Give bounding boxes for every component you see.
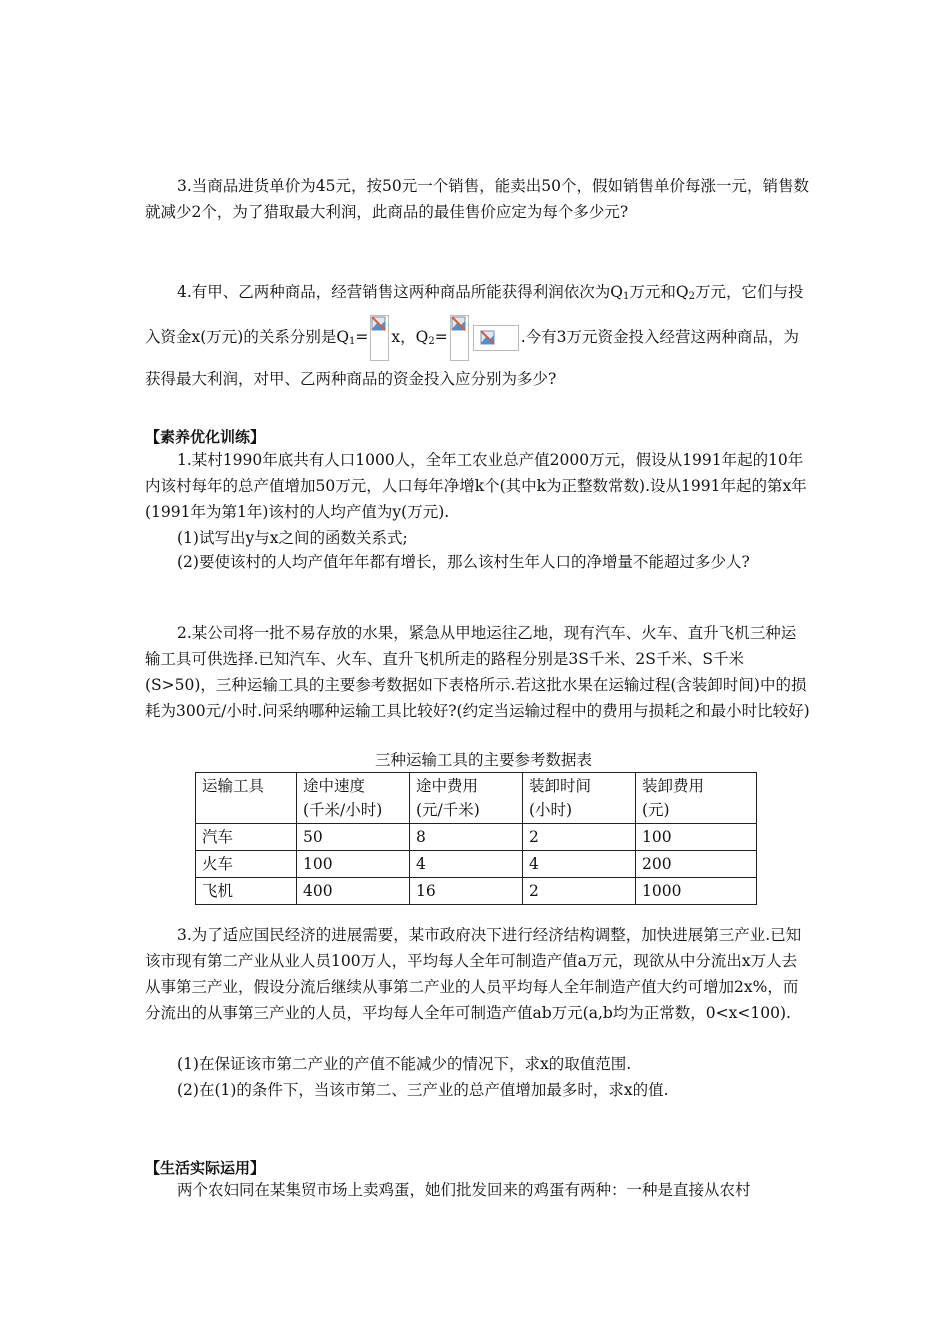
training-question-1-part-2: (2)要使该村的人均产值年年都有增长，那么该村生年人口的净增量不能超过多少人? bbox=[177, 553, 750, 571]
training-question-2: 2.某公司将一批不易存放的水果，紧急从甲地运往乙地，现有汽车、火车、直升飞机三种运输工具可供选择.已知汽车、火车、直升飞机所走的路程分别是3S千米、2S千米、S千米(S>50)，三种运输工具的主要参考数据如下表格所示.若这批水果在运输过程(含装卸时间)中的损耗为300元/小时.问采纳哪种运输工具比较好?(约定当运输过程中的费用与损耗之和最小时比较好) bbox=[145, 624, 810, 720]
broken-image-icon bbox=[370, 315, 389, 361]
header-cell: 装卸时间 (小时) bbox=[523, 773, 636, 824]
table-cell: 2 bbox=[523, 824, 636, 851]
table-cell: 汽车 bbox=[196, 824, 297, 851]
table-cell: 4 bbox=[523, 851, 636, 878]
table-cell: 200 bbox=[636, 851, 757, 878]
table-cell: 火车 bbox=[196, 851, 297, 878]
training-question-3-part-1: (1)在保证该市第二产业的产值不能减少的情况下，求x的取值范围. bbox=[177, 1055, 632, 1073]
table-cell: 飞机 bbox=[196, 878, 297, 905]
table-cell: 8 bbox=[410, 824, 523, 851]
table-row bbox=[196, 824, 757, 851]
problem-4: 4.有甲、乙两种商品，经营销售这两种商品所能获得利润依次为Q1万元和Q2万元，它们与投入资金x(万元)的关系分别是Q1= x，Q2= .今有3万元资金投入经营这两种商品，为获得最大利润，对甲、乙两种商品的资金投入应分别为多少? bbox=[145, 283, 804, 388]
section-heading-training: 【素养优化训练】 bbox=[145, 428, 266, 446]
table-cell: 400 bbox=[297, 878, 410, 905]
header-cell: 途中速度 (千米/小时) bbox=[297, 773, 410, 824]
table-row bbox=[196, 878, 757, 905]
table-title: 三种运输工具的主要参考数据表 bbox=[375, 751, 593, 769]
broken-image-icon bbox=[450, 315, 469, 361]
table-cell: 100 bbox=[297, 851, 410, 878]
table-cell: 50 bbox=[297, 824, 410, 851]
table-cell: 1000 bbox=[636, 878, 757, 905]
table-cell: 16 bbox=[410, 878, 523, 905]
table-cell: 4 bbox=[410, 851, 523, 878]
training-question-3: 3.为了适应国民经济的进展需要，某市政府决下进行经济结构调整，加快进展第三产业.已知该市现有第二产业从业人员100万人，平均每人全年可制造产值a万元，现欲从中分流出x万人去从事第三产业，假设分流后继续从事第二产业的人员平均每人全年制造产值大约可增加2x%，而分流出的从事第三产业的人员，平均每人全年可制造产值ab万元(a,b均为正常数，0<x<100). bbox=[145, 926, 802, 1022]
broken-image-icon bbox=[473, 325, 519, 351]
table-cell: 2 bbox=[523, 878, 636, 905]
table-cell: 100 bbox=[636, 824, 757, 851]
training-question-3-part-2: (2)在(1)的条件下，当该市第二、三产业的总产值增加最多时，求x的值. bbox=[177, 1081, 669, 1099]
table-header-row bbox=[196, 773, 757, 824]
transport-data-table bbox=[195, 772, 757, 905]
application-text: 两个农妇同在某集贸市场上卖鸡蛋，她们批发回来的鸡蛋有两种：一种是直接从农村 bbox=[177, 1181, 751, 1199]
training-question-1-part-1: (1)试写出y与x之间的函数关系式; bbox=[177, 529, 408, 547]
header-cell: 装卸费用 (元) bbox=[636, 773, 757, 824]
header-cell: 途中费用 (元/千米) bbox=[410, 773, 523, 824]
problem-3: 3.当商品进货单价为45元，按50元一个销售，能卖出50个，假如销售单价每涨一元，销售数就减少2个，为了猎取最大利润，此商品的最佳售价应定为每个多少元? bbox=[145, 177, 809, 221]
header-cell: 运输工具 bbox=[196, 773, 297, 824]
table-row bbox=[196, 851, 757, 878]
training-question-1: 1.某村1990年底共有人口1000人，全年工农业总产值2000万元，假设从1991年起的10年内该村每年的总产值增加50万元，人口每年净增k个(其中k为正整数常数).设从1991年起的第x年(1991年为第1年)该村的人均产值为y(万元). bbox=[145, 451, 807, 521]
section-heading-application: 【生活实际运用】 bbox=[145, 1159, 266, 1177]
